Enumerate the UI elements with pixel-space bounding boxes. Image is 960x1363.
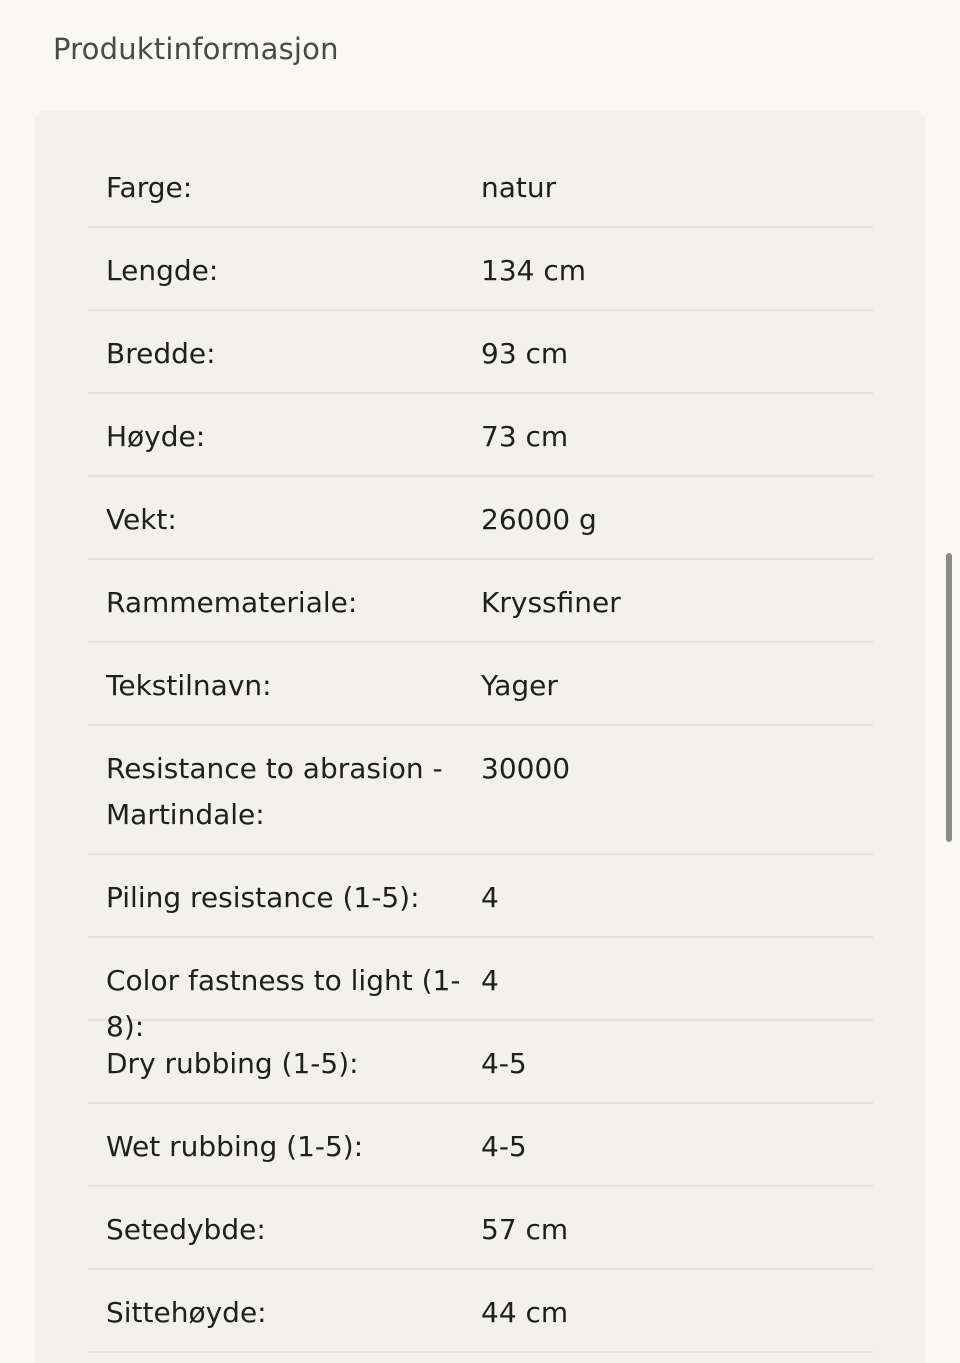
spec-row [88, 1104, 873, 1187]
spec-label: Høyde: [106, 420, 206, 453]
spec-value: 44 cm [481, 1296, 569, 1329]
spec-row [88, 477, 873, 560]
spec-label: Bredde: [106, 337, 216, 370]
spec-value: 30000 [481, 752, 571, 785]
spec-value: 134 cm [481, 254, 587, 287]
spec-row [88, 643, 873, 726]
spec-row [88, 938, 873, 1043]
spec-value: 57 cm [481, 1213, 569, 1246]
spec-value: 93 cm [481, 337, 569, 370]
spec-table [88, 145, 873, 1353]
spec-row [88, 1187, 873, 1270]
spec-value: Kryssfiner [481, 586, 621, 619]
spec-row [88, 394, 873, 477]
spec-row [88, 726, 873, 855]
spec-value: Yager [481, 669, 558, 702]
spec-row [88, 311, 873, 394]
section-title: Produktinformasjon [53, 32, 339, 66]
spec-row [88, 1270, 873, 1353]
spec-label: Dry rubbing (1-5): [106, 1047, 359, 1080]
spec-label: Resistance to abrasion - Martindale: [106, 752, 443, 831]
spec-row [88, 228, 873, 311]
spec-label: Sittehøyde: [106, 1296, 267, 1329]
spec-card [35, 111, 925, 1363]
spec-label: Rammemateriale: [106, 586, 358, 619]
spec-label: Lengde: [106, 254, 219, 287]
spec-label: Setedybde: [106, 1213, 266, 1246]
spec-row [88, 145, 873, 228]
spec-value: 4 [481, 881, 499, 914]
spec-row [88, 560, 873, 643]
spec-label: Tekstilnavn: [106, 669, 272, 702]
spec-value: 4-5 [481, 1047, 527, 1080]
spec-value: natur [481, 171, 557, 204]
spec-label: Wet rubbing (1-5): [106, 1130, 364, 1163]
spec-row [88, 855, 873, 938]
scrollbar-thumb[interactable] [946, 553, 952, 842]
spec-label: Vekt: [106, 503, 177, 536]
spec-value: 73 cm [481, 420, 569, 453]
spec-value: 4-5 [481, 1130, 527, 1163]
spec-value: 26000 g [481, 503, 597, 536]
spec-value: 4 [481, 964, 499, 997]
spec-label: Farge: [106, 171, 193, 204]
spec-label: Piling resistance (1-5): [106, 881, 420, 914]
spec-label: Color fastness to light (1-8): [106, 964, 461, 1043]
